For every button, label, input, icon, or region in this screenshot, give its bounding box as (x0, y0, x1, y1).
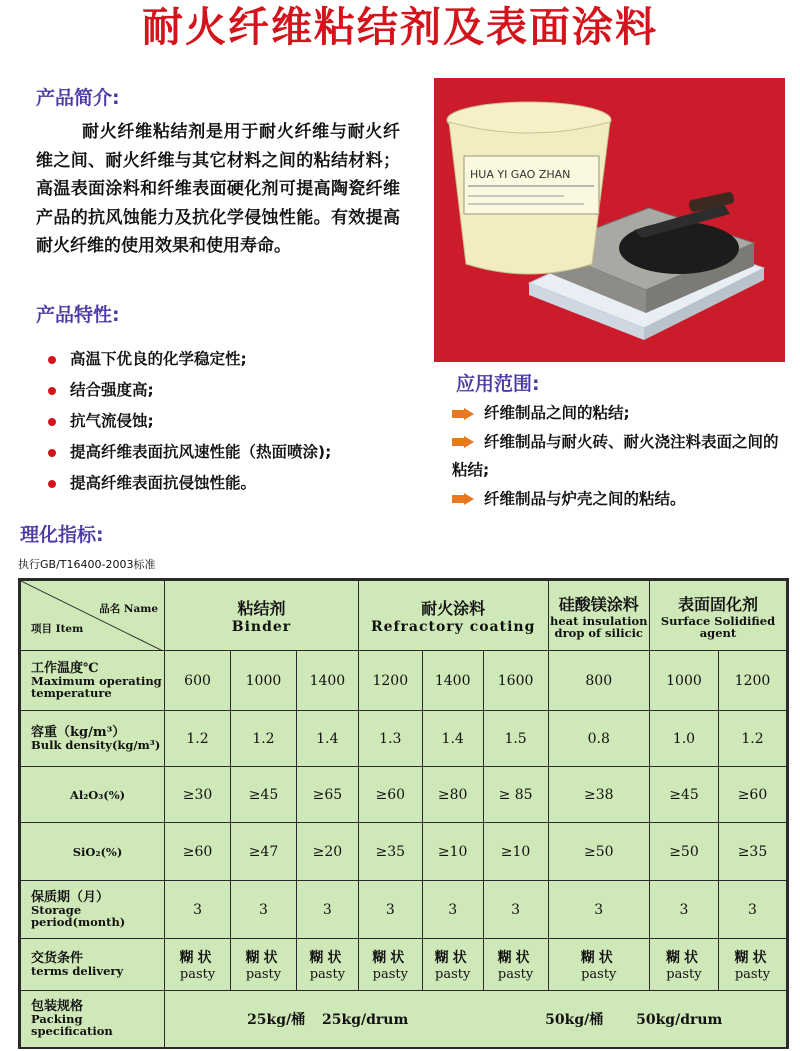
cell: ≥60 (358, 767, 422, 823)
cell: 3 (231, 881, 297, 939)
applications-list (452, 399, 788, 513)
arrow-icon (452, 408, 474, 420)
table-row (21, 767, 787, 823)
cell: 糊状 pasty (483, 939, 548, 991)
product-header-binder: 粘结剂 Binder (165, 581, 359, 651)
cell: 1000 (649, 651, 718, 711)
cell: 3 (718, 881, 786, 939)
intro-heading: 产品简介: (36, 87, 120, 109)
cell: 3 (483, 881, 548, 939)
cell: 1200 (358, 651, 422, 711)
product-illustration (434, 78, 785, 362)
table-row (21, 881, 787, 939)
cell: 1400 (422, 651, 483, 711)
row-label: SiO₂(%) (21, 823, 165, 881)
cell: ≥20 (296, 823, 358, 881)
cell: 1.0 (649, 711, 718, 767)
cell: 1.3 (358, 711, 422, 767)
row-label: Al₂O₃(%) (21, 767, 165, 823)
application-item: 纤维制品之间的粘结; (452, 399, 788, 428)
row-label: 交货条件 terms delivery (21, 939, 165, 991)
cell: ≥38 (548, 767, 649, 823)
application-item: 纤维制品与耐火砖、耐火浇注料表面之间的粘结; (452, 432, 779, 479)
cell: 800 (548, 651, 649, 711)
cell: 1200 (718, 651, 786, 711)
cell: 糊状 pasty (231, 939, 297, 991)
table-row (21, 711, 787, 767)
feature-item: 高温下优良的化学稳定性; (48, 344, 331, 375)
table-corner (21, 581, 165, 651)
cell: 600 (165, 651, 231, 711)
cell: 1000 (231, 651, 297, 711)
bullet-icon (48, 480, 56, 488)
feature-item: 结合强度高; (48, 375, 331, 406)
application-item: 纤维制品与炉壳之间的粘结。 (452, 485, 788, 514)
product-header-surface: 表面固化剂 Surface Solidified agent (649, 581, 786, 651)
cell: ≥35 (718, 823, 786, 881)
standard-note: 执行GB/T16400-2003标准 (18, 558, 156, 571)
cell: 1400 (296, 651, 358, 711)
cell: ≥35 (358, 823, 422, 881)
cell: ≥65 (296, 767, 358, 823)
cell: 糊状 pasty (296, 939, 358, 991)
corner-name-label: 品名 Name (99, 603, 159, 615)
cell: 糊状 pasty (422, 939, 483, 991)
feature-item: 抗气流侵蚀; (48, 406, 331, 437)
cell: 1600 (483, 651, 548, 711)
corner-item-label: 项目 Item (31, 623, 84, 635)
table-row (21, 991, 787, 1048)
cell: ≥45 (649, 767, 718, 823)
feature-item: 提高纤维表面抗侵蚀性能。 (48, 468, 331, 499)
cell: 3 (422, 881, 483, 939)
applications-heading: 应用范围: (456, 373, 540, 395)
cell: 1.2 (165, 711, 231, 767)
product-header-refractory: 耐火涂料 Refractory coating (358, 581, 548, 651)
table-row (21, 939, 787, 991)
cell: 1.4 (422, 711, 483, 767)
page-title: 耐火纤维粘结剂及表面涂料 (142, 3, 658, 51)
bullet-icon (48, 356, 56, 364)
cell: ≥45 (231, 767, 297, 823)
bullet-icon (48, 449, 56, 457)
cell: 3 (649, 881, 718, 939)
diagonal-line (21, 581, 163, 651)
table-row (21, 823, 787, 881)
cell: ≥50 (649, 823, 718, 881)
cell: ≥10 (422, 823, 483, 881)
row-label: 工作温度℃ Maximum operating temperature (21, 651, 165, 711)
cell: 糊状 pasty (548, 939, 649, 991)
cell: ≥80 (422, 767, 483, 823)
cell: 3 (358, 881, 422, 939)
row-label: 容重（kg/m³） Bulk density(kg/m³) (21, 711, 165, 767)
row-label: 包装规格 Packing specification (21, 991, 165, 1048)
product-header-silicate: 硅酸镁涂料 heat insulation drop of silicic (548, 581, 649, 651)
intro-text: 耐火纤维粘结剂是用于耐火纤维与耐火纤维之间、耐火纤维与其它材料之间的粘结材料；高温表面涂料和纤维表面硬化剂可提高陶瓷纤维产品的抗风蚀能力及抗化学侵蚀性能。有效提高耐火纤维的使用效果和使用寿命。 (36, 122, 400, 256)
cell: 1.5 (483, 711, 548, 767)
cell: 糊状 pasty (718, 939, 786, 991)
arrow-icon (452, 493, 474, 505)
cell: ≥47 (231, 823, 297, 881)
bucket-label: HUA YI GAO ZHAN (470, 168, 571, 181)
cell: 糊状 pasty (649, 939, 718, 991)
spec-heading: 理化指标: (20, 524, 104, 546)
packing-cell: 25kg/桶 25kg/drum 50kg/桶 50kg/drum (165, 991, 787, 1048)
cell: 3 (296, 881, 358, 939)
cell: ≥60 (718, 767, 786, 823)
bullet-icon (48, 418, 56, 426)
row-label: 保质期（月） Storage period(month) (21, 881, 165, 939)
feature-item: 提高纤维表面抗风速性能（热面喷涂); (48, 437, 331, 468)
cell: ≥50 (548, 823, 649, 881)
arrow-icon (452, 436, 474, 448)
product-photo (434, 78, 785, 362)
cell: ≥60 (165, 823, 231, 881)
features-heading: 产品特性: (36, 304, 120, 326)
table-row (21, 651, 787, 711)
cell: 1.2 (231, 711, 297, 767)
cell: 3 (548, 881, 649, 939)
bullet-icon (48, 387, 56, 395)
features-list (48, 344, 331, 499)
cell: 糊状 pasty (165, 939, 231, 991)
cell: 糊状 pasty (358, 939, 422, 991)
cell: 0.8 (548, 711, 649, 767)
cell: ≥10 (483, 823, 548, 881)
cell: 1.4 (296, 711, 358, 767)
cell: 1.2 (718, 711, 786, 767)
cell: ≥ 85 (483, 767, 548, 823)
spec-table (18, 578, 789, 1049)
cell: ≥30 (165, 767, 231, 823)
cell: 3 (165, 881, 231, 939)
